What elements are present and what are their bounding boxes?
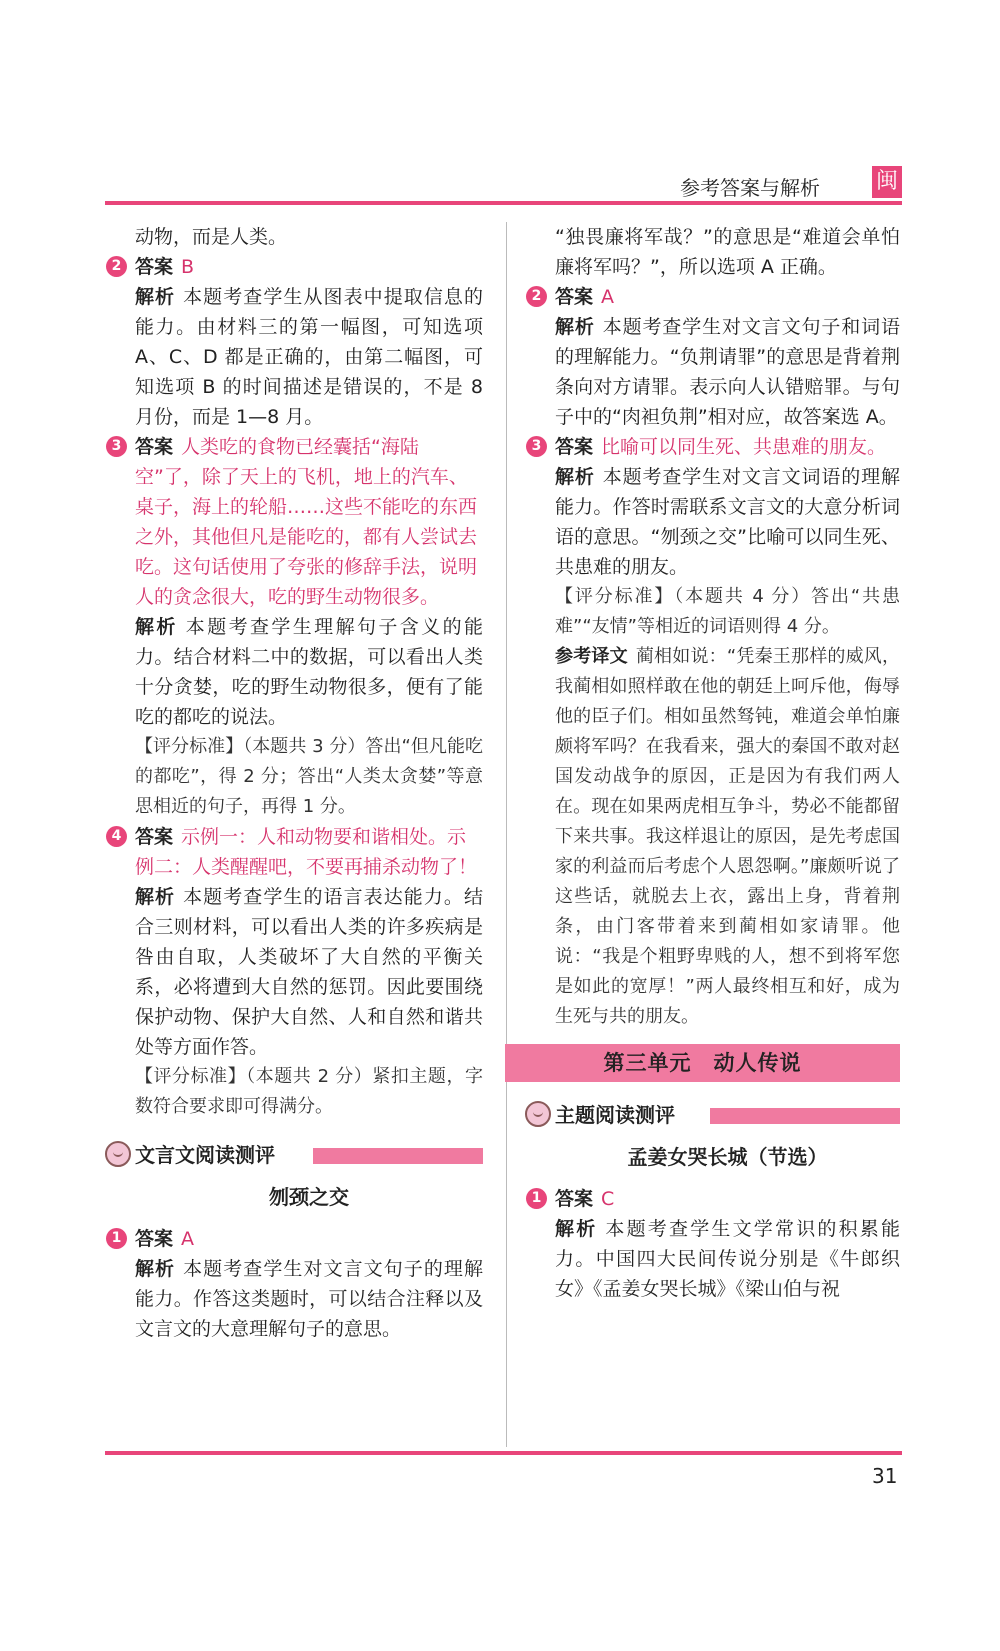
analysis-label: 解析	[135, 286, 176, 308]
right-q3-analysis	[555, 462, 900, 582]
right-q3-answer	[531, 432, 900, 462]
question-number-badge: 2	[526, 286, 547, 307]
analysis-label: 解析	[555, 316, 595, 338]
column-divider	[506, 222, 507, 1447]
left-q2-answer	[111, 252, 483, 282]
left-q4-answer	[111, 822, 483, 882]
analysis-label: 解析	[135, 1258, 176, 1280]
analysis-text: 本题考查学生理解句子含义的能力。结合材料二中的数据，可以看出人类十分贪婪，吃的野生动物很多，便有了能吃的都吃的说法。	[135, 616, 483, 728]
section-stripe	[710, 1108, 900, 1124]
answer-label: 答案	[555, 1188, 594, 1210]
translation-text: 蔺相如说：“凭秦王那样的威风，我蔺相如照样敢在他的朝廷上呵斥他，侮辱他的臣子们。相如虽然驽钝，难道会单怕廉颇将军吗？在我看来，强大的秦国不敢对赵国发动战争的原因，正是因为有我们两人在。现在如果两虎相互争斗，势必不能都留下来共事。我这样退让的原因，是先考虑国家的利益而后考虑个人恩怨啊。”廉颇听说了这些话，就脱去上衣，露出上身，背着荆条，由门客带着来到蔺相如家请罪。他说：“我是个粗野卑贱的人，想不到将军您是如此的宽厚！”两人最终相互和好，成为生死与共的朋友。	[555, 646, 901, 1027]
section-header-classical	[135, 1140, 483, 1170]
answer-text: 示例一：人和动物要和谐相处。示例二：人类醒醒吧，不要再捕杀动物了！	[135, 826, 478, 878]
student-face-icon	[105, 1141, 131, 1167]
section-title: 主题阅读测评	[555, 1103, 675, 1127]
left-s1-analysis	[135, 1254, 483, 1344]
analysis-label: 解析	[555, 1218, 598, 1240]
answer-text: 人类吃的食物已经囊括“海陆空”了，除了天上的飞机，地上的汽车、桌子，海上的轮船……这些不能吃的东西之外，其他但凡是能吃的，都有人尝试去吃。这句话使用了夸张的修辞手法，说明人的贪念很大，吃的野生动物很多。	[135, 436, 478, 608]
right-q3-grading: 【评分标准】（本题共 4 分）答出“共患难”“友情”等相近的词语则得 4 分。	[555, 586, 900, 637]
question-number-badge: 2	[106, 256, 127, 277]
question-number-badge: 4	[106, 826, 127, 847]
answer-text: 比喻可以同生死、共患难的朋友。	[601, 436, 887, 458]
translation-label: 参考译文	[555, 646, 628, 667]
translation	[555, 642, 900, 1032]
section-header-theme	[555, 1100, 900, 1130]
question-number-badge: 3	[526, 436, 547, 457]
answer-text: A	[181, 1228, 195, 1250]
section-title: 文言文阅读测评	[135, 1143, 275, 1167]
left-q3-grading: 【评分标准】（本题共 3 分）答出“但凡能吃的都吃”，得 2 分；答出“人类太贪婪”等意思相近的句子，再得 1 分。	[135, 736, 483, 817]
analysis-text: 本题考查学生文学常识的积累能力。中国四大民间传说分别是《牛郎织女》《孟姜女哭长城》《梁山伯与祝	[555, 1218, 900, 1300]
answer-text: C	[601, 1188, 615, 1210]
left-s1-answer	[111, 1224, 483, 1254]
answer-label: 答案	[135, 436, 174, 458]
right-q2-analysis	[555, 312, 900, 432]
right-s1-analysis	[555, 1214, 900, 1304]
answer-label: 答案	[555, 286, 594, 308]
right-column	[531, 222, 901, 1304]
analysis-text: 本题考查学生对文言文句子和词语的理解能力。“负荆请罪”的意思是背着荆条向对方请罪。表示向人认错赔罪。与句子中的“肉袒负荆”相对应，故答案选 A。	[555, 316, 900, 428]
analysis-text: 本题考查学生的语言表达能力。结合三则材料，可以看出人类的许多疾病是咎由自取，人类破坏了大自然的平衡关系，必将遭到大自然的惩罚。因此要围绕保护动物、保护大自然、人和自然和谐共处等方面作答。	[135, 886, 483, 1058]
unit-banner: 第三单元 动人传说	[505, 1044, 900, 1082]
answer-label: 答案	[135, 826, 174, 848]
answer-text: B	[181, 256, 195, 278]
student-face-icon	[525, 1101, 551, 1127]
question-number-badge: 1	[526, 1188, 547, 1209]
analysis-text: 本题考查学生从图表中提取信息的能力。由材料三的第一幅图，可知选项 A、C、D 都是正确的，由第二幅图，可知选项 B 的时间描述是错误的，不是 8 月份，而是 1—8 月。	[135, 286, 483, 428]
right-intro: “独畏廉将军哉？”的意思是“难道会单怕廉将军吗？”，所以选项 A 正确。	[555, 226, 900, 278]
analysis-label: 解析	[135, 886, 176, 908]
top-rule	[105, 201, 902, 205]
left-q3-answer	[111, 432, 483, 612]
left-q3-analysis	[135, 612, 483, 732]
answer-label: 答案	[135, 1228, 174, 1250]
analysis-label: 解析	[555, 466, 595, 488]
answer-text: A	[601, 286, 615, 308]
section-subtitle: 刎颈之交	[269, 1185, 349, 1209]
analysis-text: 本题考查学生对文言文词语的理解能力。作答时需联系文言文的大意分析词语的意思。“刎颈之交”比喻可以同生死、共患难的朋友。	[555, 466, 900, 578]
section-subtitle: 孟姜女哭长城（节选）	[627, 1145, 828, 1169]
analysis-text: 本题考查学生对文言文句子的理解能力。作答这类题时，可以结合注释以及文言文的大意理解句子的意思。	[135, 1258, 483, 1340]
left-intro: 动物，而是人类。	[135, 226, 288, 248]
right-s1-answer	[531, 1184, 900, 1214]
header-title: 参考答案与解析	[680, 176, 820, 200]
header-badge: 闽	[872, 166, 902, 198]
left-q4-analysis	[135, 882, 483, 1062]
left-q2-analysis	[135, 282, 483, 432]
right-q2-answer	[531, 282, 900, 312]
answer-label: 答案	[555, 436, 594, 458]
answer-label: 答案	[135, 256, 174, 278]
bottom-rule	[105, 1451, 902, 1455]
left-column	[111, 222, 483, 1344]
question-number-badge: 3	[106, 436, 127, 457]
page-number: 31	[872, 1464, 898, 1488]
left-q4-grading: 【评分标准】（本题共 2 分）紧扣主题，字数符合要求即可得满分。	[135, 1066, 483, 1117]
section-stripe	[313, 1148, 483, 1164]
question-number-badge: 1	[106, 1228, 127, 1249]
analysis-label: 解析	[135, 616, 178, 638]
